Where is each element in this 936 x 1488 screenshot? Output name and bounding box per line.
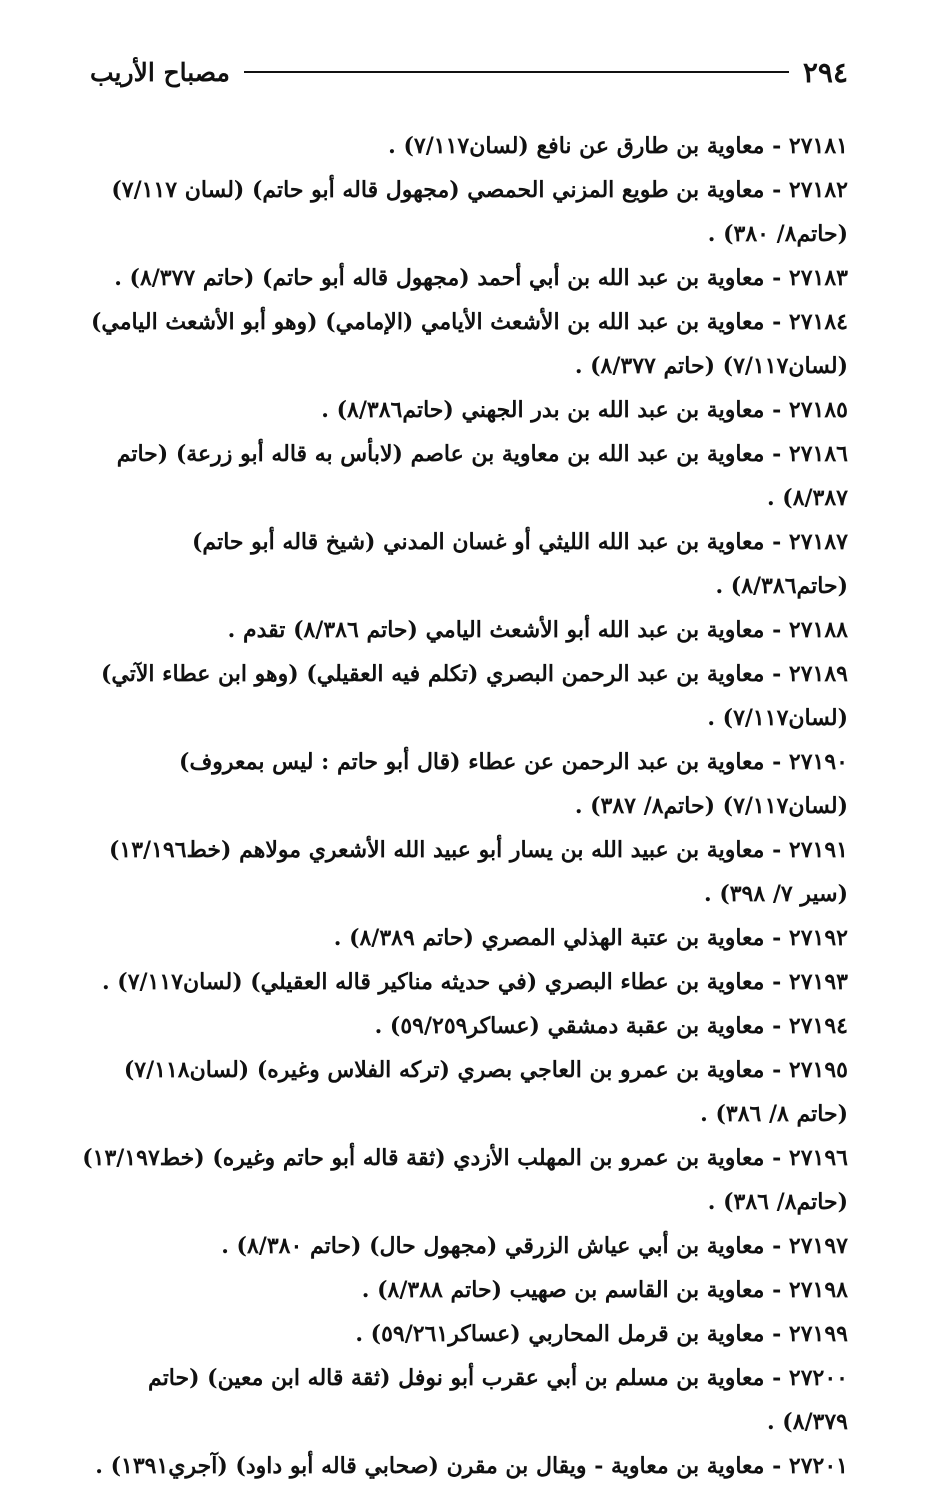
- entry-27186: ٢٧١٨٦ - معاوية بن عبد الله بن معاوية بن عاصم (لابأس به قاله أبو زرعة) (حاتم ٨/٣٨٧) .: [116, 441, 848, 511]
- entry-27194: ٢٧١٩٤ - معاوية بن عقبة دمشقي (عساكر٥٩/٢٥٩) .: [374, 1013, 848, 1039]
- entry-27190: ٢٧١٩٠ - معاوية بن عبد الرحمن عن عطاء (قال أبو حاتم : ليس بمعروف) (لسان٧/١١٧) (حاتم٨/ ٣٨٧) .: [179, 749, 848, 819]
- header-rule: [244, 71, 789, 73]
- entry-27192: ٢٧١٩٢ - معاوية بن عتبة الهذلي المصري (حاتم ٨/٣٨٩) .: [333, 925, 848, 951]
- entry-27191: ٢٧١٩١ - معاوية بن عبيد الله بن يسار أبو عبيد الله الأشعري مولاهم (خط١٣/١٩٦) (سير ٧/ ٣٩٨) .: [109, 837, 848, 907]
- page-number: ٢٩٤: [802, 55, 848, 89]
- entry-27196: ٢٧١٩٦ - معاوية بن عمرو بن المهلب الأزدي (ثقة قاله أبو حاتم وغيره) (خط١٣/١٩٧) (حاتم٨/ ٣٨٦) .: [82, 1145, 848, 1215]
- entry-27198: ٢٧١٩٨ - معاوية بن القاسم بن صهيب (حاتم ٨/٣٨٨) .: [361, 1277, 848, 1303]
- entry-27182: ٢٧١٨٢ - معاوية بن طويع المزني الحمصي (مجهول قاله أبو حاتم) (لسان ٧/١١٧) (حاتم٨/ ٣٨٠) .: [111, 177, 848, 247]
- entry-27181: ٢٧١٨١ - معاوية بن طارق عن نافع (لسان٧/١١٧) .: [388, 133, 848, 159]
- entries-list: [82, 124, 848, 1488]
- entry-27193: ٢٧١٩٣ - معاوية بن عطاء البصري (في حديثه مناكير قاله العقيلي) (لسان٧/١١٧) .: [101, 969, 848, 995]
- entry-27184: ٢٧١٨٤ - معاوية بن عبد الله بن الأشعث الأيامي (الإمامي) (وهو أبو الأشعث اليامي) (لسان٧/١١٧) (حاتم ٨/٣٧٧) .: [91, 309, 848, 379]
- entry-27185: ٢٧١٨٥ - معاوية بن عبد الله بن بدر الجهني (حاتم٨/٣٨٦) .: [321, 397, 848, 423]
- book-title: مصباح الأريب: [90, 57, 230, 87]
- entry-27195: ٢٧١٩٥ - معاوية بن عمرو بن العاجي بصري (تركه الفلاس وغيره) (لسان٧/١١٨) (حاتم ٨/ ٣٨٦) .: [123, 1057, 848, 1127]
- entry-27187: ٢٧١٨٧ - معاوية بن عبد الله الليثي أو غسان المدني (شيخ قاله أبو حاتم) (حاتم٨/٣٨٦) .: [192, 529, 848, 599]
- entry-27199: ٢٧١٩٩ - معاوية بن قرمل المحاربي (عساكر٥٩/٢٦١) .: [355, 1321, 848, 1347]
- entry-27188: ٢٧١٨٨ - معاوية بن عبد الله أبو الأشعث اليامي (حاتم ٨/٣٨٦) تقدم .: [227, 617, 848, 643]
- entry-27183: ٢٧١٨٣ - معاوية بن عبد الله بن أبي أحمد (مجهول قاله أبو حاتم) (حاتم ٨/٣٧٧) .: [114, 265, 848, 291]
- entry-27189: ٢٧١٨٩ - معاوية بن عبد الرحمن البصري (تكلم فيه العقيلي) (وهو ابن عطاء الآتي) (لسان٧/١١٧) .: [100, 661, 848, 731]
- entry-27201: ٢٧٢٠١ - معاوية بن معاوية - ويقال بن مقرن (صحابي قاله أبو داود) (آجري١٣٩١) .: [95, 1453, 848, 1479]
- entry-27197: ٢٧١٩٧ - معاوية بن أبي عياش الزرقي (مجهول حال) (حاتم ٨/٣٨٠) .: [221, 1233, 848, 1259]
- page-header: [90, 52, 848, 92]
- entry-27200: ٢٧٢٠٠ - معاوية بن مسلم بن أبي عقرب أبو نوفل (ثقة قاله ابن معين) (حاتم ٨/٣٧٩) .: [148, 1365, 848, 1435]
